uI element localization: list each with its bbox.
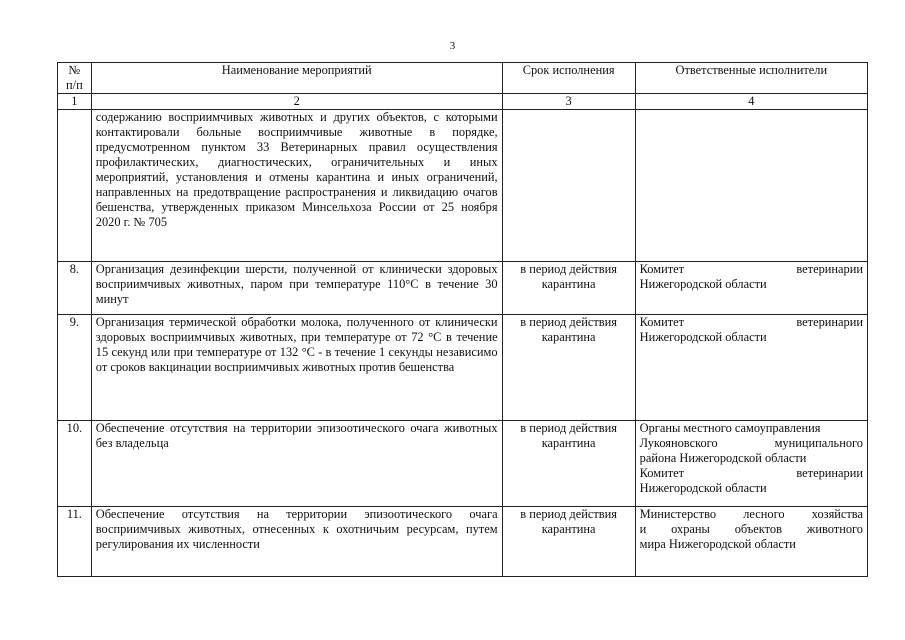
row-number: 11. [58,507,92,577]
responsible-line: Лукояновского муниципального [639,436,863,450]
column-number: 2 [91,94,502,110]
responsible-line: Нижегородской области [639,481,767,495]
table-row [58,110,868,262]
header-number: № п/п [58,63,92,94]
row-description: содержанию восприимчивых животных и других объектов, с которыми контактировали больные восприимчивые животные в порядке, предусмотренном пунктом 33 Ветеринарных правил осуществления профилактических, диагностических, ограничительных и иных мероприятий, установления и отмены карантина и иных ограничений, направленных на предотвращение распространения и ликвидацию очагов бешенства, утвержденных приказом Минсельхоза России от 25 ноября 2020 г. № 705 [91,110,502,262]
responsible-line: Министерство лесного хозяйства [639,507,863,521]
responsible-line: района Нижегородской области [639,451,807,465]
responsible-line: Нижегородской области [639,330,767,344]
row-responsible [635,110,867,262]
row-description: Организация термической обработки молока, полученного от клинически здоровых восприимчивых животных, при температуре от 72 °С в течение 15 секунд или при температуре от 132 °С - в течение 1 секунды независимо от сроков вакцинации восприимчивых животных против бешенства [91,315,502,421]
table-row [58,262,868,315]
measures-table [57,62,868,577]
column-number-row [58,94,868,110]
table-header-row [58,63,868,94]
table-row [58,315,868,421]
responsible-line: Комитет ветеринарии [639,466,863,480]
row-description: Обеспечение отсутствия на территории эпизоотического очага животных без владельца [91,421,502,507]
row-term: в период действия карантина [502,315,635,421]
row-number [58,110,92,262]
table-row [58,421,868,507]
column-number: 1 [58,94,92,110]
responsible-line: и охраны объектов животного [639,522,863,536]
row-responsible [635,262,867,315]
header-measures: Наименование мероприятий [91,63,502,94]
row-description: Обеспечение отсутствия на территории эпизоотического очага восприимчивых животных, отнесенных к охотничьим ресурсам, путем регулирования их численности [91,507,502,577]
responsible-line: мира Нижегородской области [639,537,796,551]
row-responsible [635,315,867,421]
row-term: в период действия карантина [502,421,635,507]
page-number: 3 [449,40,456,52]
column-number: 4 [635,94,867,110]
responsible-line: Органы местного самоуправления [639,421,821,435]
responsible-line: Нижегородской области [639,277,767,291]
row-term: в период действия карантина [502,262,635,315]
table-row [58,507,868,577]
header-responsible: Ответственные исполнители [635,63,867,94]
responsible-line: Комитет ветеринарии [639,262,863,276]
row-number: 10. [58,421,92,507]
row-description: Организация дезинфекции шерсти, полученной от клинически здоровых восприимчивых животных, паром при температуре 110°С в течение 30 минут [91,262,502,315]
row-number: 8. [58,262,92,315]
row-term [502,110,635,262]
column-number: 3 [502,94,635,110]
row-responsible [635,507,867,577]
row-number: 9. [58,315,92,421]
header-term: Срок исполнения [502,63,635,94]
responsible-line: Комитет ветеринарии [639,315,863,329]
row-responsible [635,421,867,507]
row-term: в период действия карантина [502,507,635,577]
